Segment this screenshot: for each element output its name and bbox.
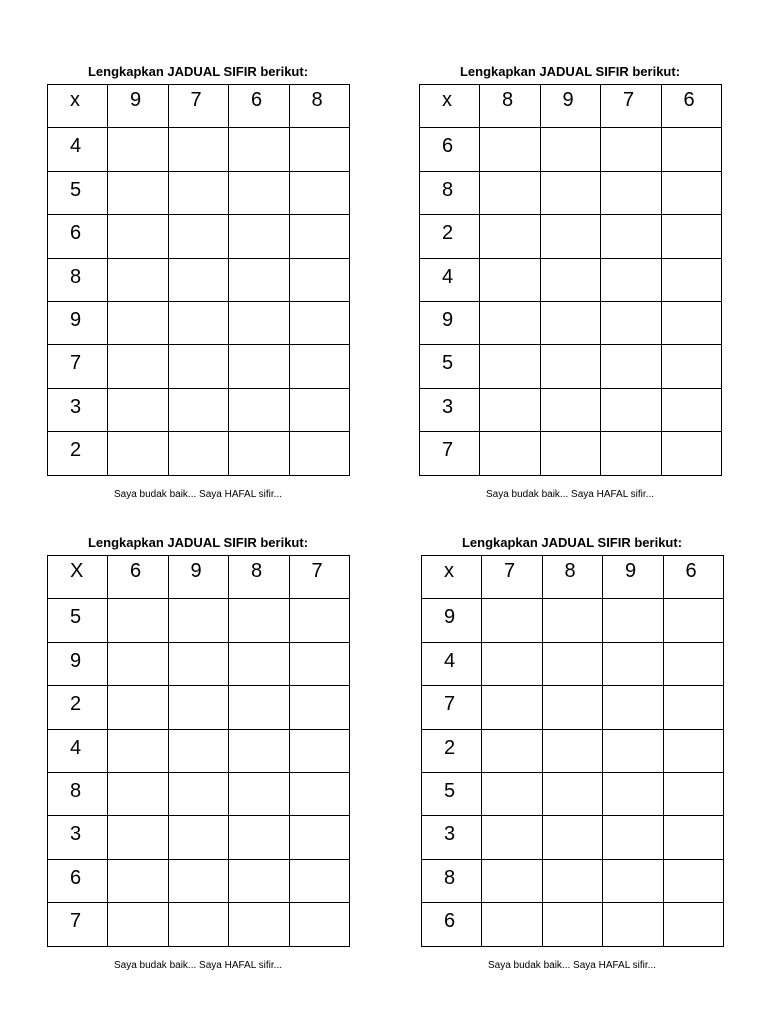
table-row [48, 258, 350, 301]
answer-cell[interactable] [289, 388, 350, 431]
answer-cell[interactable] [603, 686, 664, 729]
answer-cell[interactable] [229, 903, 290, 946]
answer-cell[interactable] [168, 772, 229, 815]
table-row [48, 345, 350, 388]
answer-cell[interactable] [168, 859, 229, 902]
row-header-number: 9 [70, 649, 82, 672]
column-header-cell [289, 556, 350, 599]
worksheet-title: Lengkapkan JADUAL SIFIR berikut: [461, 535, 683, 550]
answer-cell[interactable] [229, 345, 290, 388]
answer-cell[interactable] [480, 171, 541, 214]
multiplication-table [47, 84, 350, 476]
answer-cell[interactable] [542, 772, 603, 815]
answer-cell[interactable] [289, 816, 350, 859]
answer-cell[interactable] [108, 642, 169, 685]
table-row [422, 642, 724, 685]
header-row [420, 85, 722, 128]
answer-cell[interactable] [661, 345, 722, 388]
answer-cell[interactable] [661, 258, 722, 301]
answer-cell[interactable] [289, 729, 350, 772]
answer-cell[interactable] [540, 432, 601, 475]
row-header-number: 3 [70, 395, 82, 418]
row-header-cell [48, 859, 108, 902]
row-header-number: 7 [442, 439, 454, 462]
multiply-sign-cell [420, 85, 480, 128]
answer-cell[interactable] [482, 859, 543, 902]
row-header-cell [48, 388, 108, 431]
column-header-cell [168, 85, 229, 128]
answer-cell[interactable] [108, 128, 169, 171]
answer-cell[interactable] [168, 171, 229, 214]
answer-cell[interactable] [168, 388, 229, 431]
answer-cell[interactable] [108, 772, 169, 815]
column-header-cell [229, 85, 290, 128]
table-row [48, 903, 350, 946]
answer-cell[interactable] [603, 816, 664, 859]
row-header-cell [422, 686, 482, 729]
column-header-cell [603, 556, 664, 599]
row-header-cell [422, 599, 482, 642]
row-header-cell [422, 772, 482, 815]
worksheet-title: Lengkapkan JADUAL SIFIR berikut: [87, 535, 309, 550]
table-row [48, 171, 350, 214]
answer-cell[interactable] [229, 816, 290, 859]
column-header-cell [108, 85, 169, 128]
answer-cell[interactable] [108, 903, 169, 946]
worksheet-footer: Saya budak baik... Saya HAFAL sifir... [485, 488, 655, 500]
multiply-sign-cell [48, 556, 108, 599]
answer-cell[interactable] [289, 215, 350, 258]
row-header-cell [48, 345, 108, 388]
column-header-number: 8 [251, 560, 263, 582]
answer-cell[interactable] [289, 772, 350, 815]
header-row [48, 556, 350, 599]
column-header-number: 8 [564, 560, 576, 582]
row-header-number: 6 [70, 222, 82, 245]
table-row [48, 388, 350, 431]
column-header-cell [108, 556, 169, 599]
answer-cell[interactable] [482, 903, 543, 946]
answer-cell[interactable] [229, 729, 290, 772]
multiply-sign: x [444, 560, 454, 582]
answer-cell[interactable] [480, 301, 541, 344]
table-row [420, 128, 722, 171]
answer-cell[interactable] [480, 258, 541, 301]
row-header-number: 4 [444, 649, 456, 672]
answer-cell[interactable] [542, 729, 603, 772]
table-row [48, 729, 350, 772]
column-header-cell [542, 556, 603, 599]
column-header-number: 8 [311, 89, 323, 111]
answer-cell[interactable] [540, 301, 601, 344]
table-row [422, 599, 724, 642]
answer-cell[interactable] [168, 301, 229, 344]
answer-cell[interactable] [168, 816, 229, 859]
row-header-cell [420, 171, 480, 214]
answer-cell[interactable] [661, 128, 722, 171]
answer-cell[interactable] [289, 599, 350, 642]
answer-cell[interactable] [289, 258, 350, 301]
row-header-cell [422, 903, 482, 946]
row-header-number: 9 [70, 308, 82, 331]
answer-cell[interactable] [108, 686, 169, 729]
answer-cell[interactable] [542, 816, 603, 859]
answer-cell[interactable] [542, 599, 603, 642]
answer-cell[interactable] [663, 642, 724, 685]
row-header-cell [422, 642, 482, 685]
answer-cell[interactable] [229, 859, 290, 902]
row-header-cell [420, 258, 480, 301]
answer-cell[interactable] [108, 729, 169, 772]
answer-cell[interactable] [540, 171, 601, 214]
row-header-cell [48, 128, 108, 171]
answer-cell[interactable] [289, 432, 350, 475]
header-row [422, 556, 724, 599]
answer-cell[interactable] [289, 128, 350, 171]
answer-cell[interactable] [482, 729, 543, 772]
row-header-cell [420, 388, 480, 431]
answer-cell[interactable] [663, 816, 724, 859]
answer-cell[interactable] [603, 729, 664, 772]
table-row [420, 388, 722, 431]
answer-cell[interactable] [480, 345, 541, 388]
answer-cell[interactable] [229, 258, 290, 301]
answer-cell[interactable] [108, 388, 169, 431]
row-header-number: 3 [70, 823, 82, 846]
table-row [48, 816, 350, 859]
table-row [422, 686, 724, 729]
row-header-number: 9 [442, 308, 454, 331]
row-header-number: 8 [442, 178, 454, 201]
column-header-cell [661, 85, 722, 128]
answer-cell[interactable] [480, 215, 541, 258]
row-header-number: 2 [70, 439, 82, 462]
row-header-cell [48, 171, 108, 214]
table-row [420, 432, 722, 475]
answer-cell[interactable] [168, 258, 229, 301]
table-row [48, 599, 350, 642]
column-header-cell [289, 85, 350, 128]
row-header-cell [48, 729, 108, 772]
table-row [48, 859, 350, 902]
answer-cell[interactable] [663, 772, 724, 815]
answer-cell[interactable] [229, 642, 290, 685]
row-header-number: 4 [70, 135, 82, 158]
multiply-sign-cell [422, 556, 482, 599]
row-header-number: 3 [442, 395, 454, 418]
answer-cell[interactable] [108, 215, 169, 258]
answer-cell[interactable] [229, 128, 290, 171]
row-header-number: 5 [70, 178, 82, 201]
row-header-number: 3 [444, 823, 456, 846]
column-header-cell [168, 556, 229, 599]
table-row [422, 772, 724, 815]
answer-cell[interactable] [168, 128, 229, 171]
row-header-cell [422, 859, 482, 902]
answer-cell[interactable] [289, 903, 350, 946]
answer-cell[interactable] [603, 642, 664, 685]
row-header-cell [48, 903, 108, 946]
answer-cell[interactable] [289, 859, 350, 902]
worksheet-footer: Saya budak baik... Saya HAFAL sifir... [113, 488, 283, 500]
column-header-number: 7 [190, 89, 202, 111]
answer-cell[interactable] [289, 345, 350, 388]
row-header-number: 5 [444, 779, 456, 802]
answer-cell[interactable] [168, 432, 229, 475]
answer-cell[interactable] [542, 642, 603, 685]
table-row [48, 642, 350, 685]
table-row [48, 432, 350, 475]
row-header-number: 8 [444, 866, 456, 889]
row-header-number: 7 [70, 352, 82, 375]
row-header-cell [422, 729, 482, 772]
answer-cell[interactable] [229, 686, 290, 729]
answer-cell[interactable] [601, 215, 662, 258]
answer-cell[interactable] [108, 816, 169, 859]
worksheet-footer: Saya budak baik... Saya HAFAL sifir... [113, 959, 283, 971]
answer-cell[interactable] [229, 432, 290, 475]
row-header-number: 6 [444, 910, 456, 933]
answer-cell[interactable] [663, 599, 724, 642]
column-header-number: 7 [623, 89, 635, 111]
column-header-cell [480, 85, 541, 128]
row-header-cell [48, 258, 108, 301]
answer-cell[interactable] [108, 859, 169, 902]
answer-cell[interactable] [663, 903, 724, 946]
answer-cell[interactable] [603, 903, 664, 946]
answer-cell[interactable] [542, 859, 603, 902]
row-header-number: 8 [70, 779, 82, 802]
answer-cell[interactable] [482, 816, 543, 859]
table-row [420, 258, 722, 301]
answer-cell[interactable] [540, 215, 601, 258]
row-header-cell [48, 599, 108, 642]
worksheet-footer: Saya budak baik... Saya HAFAL sifir... [487, 959, 657, 971]
column-header-number: 7 [311, 560, 323, 582]
row-header-cell [420, 301, 480, 344]
table-row [48, 128, 350, 171]
answer-cell[interactable] [601, 171, 662, 214]
column-header-number: 6 [251, 89, 263, 111]
answer-cell[interactable] [108, 258, 169, 301]
column-header-cell [663, 556, 724, 599]
row-header-number: 7 [70, 910, 82, 933]
row-header-number: 2 [442, 222, 454, 245]
column-header-number: 6 [130, 560, 142, 582]
answer-cell[interactable] [108, 432, 169, 475]
answer-cell[interactable] [540, 258, 601, 301]
row-header-number: 5 [70, 606, 82, 629]
row-header-cell [48, 642, 108, 685]
column-header-cell [229, 556, 290, 599]
answer-cell[interactable] [229, 599, 290, 642]
answer-cell[interactable] [601, 258, 662, 301]
worksheet-title: Lengkapkan JADUAL SIFIR berikut: [459, 64, 681, 79]
column-header-number: 9 [625, 560, 637, 582]
table-row [48, 772, 350, 815]
multiplication-table [419, 84, 722, 476]
row-header-cell [422, 816, 482, 859]
multiply-sign: X [70, 560, 84, 582]
answer-cell[interactable] [168, 345, 229, 388]
column-header-number: 9 [190, 560, 202, 582]
answer-cell[interactable] [229, 215, 290, 258]
row-header-number: 6 [70, 866, 82, 889]
answer-cell[interactable] [108, 345, 169, 388]
row-header-cell [420, 128, 480, 171]
row-header-cell [48, 686, 108, 729]
row-header-number: 2 [70, 693, 82, 716]
answer-cell[interactable] [601, 345, 662, 388]
table-row [420, 345, 722, 388]
row-header-cell [48, 215, 108, 258]
multiply-sign: x [442, 89, 452, 111]
answer-cell[interactable] [663, 859, 724, 902]
answer-cell[interactable] [168, 599, 229, 642]
row-header-number: 5 [442, 352, 454, 375]
answer-cell[interactable] [663, 686, 724, 729]
answer-cell[interactable] [480, 128, 541, 171]
row-header-number: 9 [444, 606, 456, 629]
column-header-number: 9 [130, 89, 142, 111]
table-row [422, 859, 724, 902]
table-row [48, 301, 350, 344]
answer-cell[interactable] [540, 388, 601, 431]
table-row [48, 215, 350, 258]
column-header-number: 9 [562, 89, 574, 111]
answer-cell[interactable] [601, 301, 662, 344]
row-header-cell [48, 432, 108, 475]
answer-cell[interactable] [603, 599, 664, 642]
answer-cell[interactable] [542, 903, 603, 946]
answer-cell[interactable] [229, 772, 290, 815]
multiplication-table [47, 555, 350, 947]
answer-cell[interactable] [661, 388, 722, 431]
table-row [420, 171, 722, 214]
row-header-cell [48, 301, 108, 344]
answer-cell[interactable] [601, 128, 662, 171]
answer-cell[interactable] [480, 432, 541, 475]
header-row [48, 85, 350, 128]
table-row [420, 215, 722, 258]
column-header-cell [482, 556, 543, 599]
answer-cell[interactable] [661, 301, 722, 344]
answer-cell[interactable] [661, 171, 722, 214]
row-header-cell [420, 215, 480, 258]
table-row [48, 686, 350, 729]
answer-cell[interactable] [108, 301, 169, 344]
row-header-cell [48, 772, 108, 815]
answer-cell[interactable] [601, 388, 662, 431]
answer-cell[interactable] [168, 642, 229, 685]
table-row [422, 729, 724, 772]
answer-cell[interactable] [540, 345, 601, 388]
table-row [422, 816, 724, 859]
answer-cell[interactable] [289, 301, 350, 344]
column-header-number: 8 [502, 89, 514, 111]
answer-cell[interactable] [603, 772, 664, 815]
answer-cell[interactable] [289, 171, 350, 214]
answer-cell[interactable] [168, 729, 229, 772]
multiply-sign-cell [48, 85, 108, 128]
multiply-sign: x [70, 89, 80, 111]
worksheet-title: Lengkapkan JADUAL SIFIR berikut: [87, 64, 309, 79]
row-header-number: 7 [444, 693, 456, 716]
row-header-number: 8 [70, 265, 82, 288]
answer-cell[interactable] [289, 686, 350, 729]
row-header-number: 2 [444, 736, 456, 759]
column-header-number: 6 [683, 89, 695, 111]
answer-cell[interactable] [168, 903, 229, 946]
answer-cell[interactable] [603, 859, 664, 902]
row-header-number: 4 [442, 265, 454, 288]
answer-cell[interactable] [601, 432, 662, 475]
answer-cell[interactable] [482, 599, 543, 642]
row-header-number: 4 [70, 736, 82, 759]
table-row [422, 903, 724, 946]
column-header-cell [540, 85, 601, 128]
multiplication-table [421, 555, 724, 947]
answer-cell[interactable] [482, 642, 543, 685]
answer-cell[interactable] [168, 686, 229, 729]
answer-cell[interactable] [108, 171, 169, 214]
answer-cell[interactable] [482, 686, 543, 729]
answer-cell[interactable] [661, 215, 722, 258]
answer-cell[interactable] [108, 599, 169, 642]
column-header-cell [601, 85, 662, 128]
row-header-cell [420, 432, 480, 475]
answer-cell[interactable] [229, 301, 290, 344]
answer-cell[interactable] [661, 432, 722, 475]
answer-cell[interactable] [482, 772, 543, 815]
answer-cell[interactable] [542, 686, 603, 729]
answer-cell[interactable] [229, 388, 290, 431]
answer-cell[interactable] [480, 388, 541, 431]
answer-cell[interactable] [168, 215, 229, 258]
row-header-number: 6 [442, 135, 454, 158]
row-header-cell [420, 345, 480, 388]
table-row [420, 301, 722, 344]
answer-cell[interactable] [540, 128, 601, 171]
answer-cell[interactable] [663, 729, 724, 772]
row-header-cell [48, 816, 108, 859]
answer-cell[interactable] [289, 642, 350, 685]
answer-cell[interactable] [229, 171, 290, 214]
column-header-number: 7 [504, 560, 516, 582]
column-header-number: 6 [685, 560, 697, 582]
